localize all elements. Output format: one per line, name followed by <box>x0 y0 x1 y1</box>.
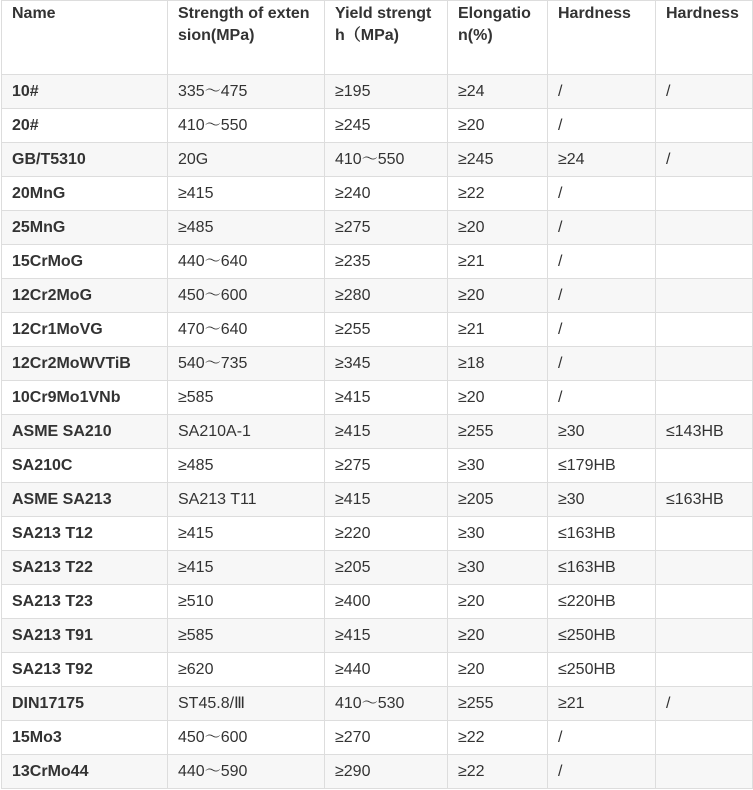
cell-tensile-strength: ≥415 <box>168 177 325 211</box>
cell-tensile-strength: 410～550 <box>168 109 325 143</box>
cell-tensile-strength: ≥415 <box>168 517 325 551</box>
cell-name: SA213 T22 <box>2 551 168 585</box>
cell-hardness: ≤179HB <box>548 449 656 483</box>
cell-elongation: ≥205 <box>448 483 548 517</box>
table-row <box>2 653 753 687</box>
cell-hardness-2 <box>656 551 753 585</box>
cell-hardness-2: ≤143HB <box>656 415 753 449</box>
table-row <box>2 687 753 721</box>
cell-hardness-2 <box>656 755 753 789</box>
cell-tensile-strength: SA213 T11 <box>168 483 325 517</box>
cell-tensile-strength: SA210A-1 <box>168 415 325 449</box>
cell-tensile-strength: 440～590 <box>168 755 325 789</box>
cell-elongation: ≥21 <box>448 313 548 347</box>
cell-hardness-2 <box>656 279 753 313</box>
cell-yield-strength: ≥345 <box>325 347 448 381</box>
cell-tensile-strength: ≥415 <box>168 551 325 585</box>
table-row <box>2 75 753 109</box>
cell-name: SA213 T91 <box>2 619 168 653</box>
cell-hardness-2: ≤163HB <box>656 483 753 517</box>
cell-hardness-2 <box>656 517 753 551</box>
cell-hardness: / <box>548 211 656 245</box>
table-row <box>2 415 753 449</box>
cell-yield-strength: ≥270 <box>325 721 448 755</box>
cell-tensile-strength: 20G <box>168 143 325 177</box>
cell-hardness: ≤250HB <box>548 619 656 653</box>
table-row <box>2 109 753 143</box>
cell-yield-strength: ≥205 <box>325 551 448 585</box>
cell-hardness: / <box>548 279 656 313</box>
cell-hardness: / <box>548 75 656 109</box>
cell-name: 15Mo3 <box>2 721 168 755</box>
cell-name: 25MnG <box>2 211 168 245</box>
cell-yield-strength: ≥280 <box>325 279 448 313</box>
cell-hardness: ≤250HB <box>548 653 656 687</box>
cell-hardness: ≤163HB <box>548 517 656 551</box>
table-row <box>2 177 753 211</box>
cell-name: 12Cr1MoVG <box>2 313 168 347</box>
cell-tensile-strength: ≥620 <box>168 653 325 687</box>
cell-elongation: ≥255 <box>448 415 548 449</box>
cell-yield-strength: ≥195 <box>325 75 448 109</box>
cell-name: 20# <box>2 109 168 143</box>
cell-yield-strength: ≥290 <box>325 755 448 789</box>
table-row <box>2 143 753 177</box>
col-header-tensile-strength: Strength of extension(MPa) <box>168 1 325 75</box>
cell-elongation: ≥245 <box>448 143 548 177</box>
cell-yield-strength: ≥440 <box>325 653 448 687</box>
cell-hardness: / <box>548 381 656 415</box>
cell-elongation: ≥22 <box>448 721 548 755</box>
cell-name: 15CrMoG <box>2 245 168 279</box>
cell-hardness-2 <box>656 619 753 653</box>
cell-hardness: / <box>548 313 656 347</box>
cell-hardness-2: / <box>656 687 753 721</box>
cell-tensile-strength: ≥485 <box>168 211 325 245</box>
cell-hardness-2 <box>656 381 753 415</box>
cell-hardness-2: / <box>656 143 753 177</box>
cell-yield-strength: ≥415 <box>325 619 448 653</box>
cell-elongation: ≥20 <box>448 619 548 653</box>
cell-elongation: ≥21 <box>448 245 548 279</box>
table-row <box>2 585 753 619</box>
cell-tensile-strength: 450～600 <box>168 721 325 755</box>
cell-tensile-strength: 540～735 <box>168 347 325 381</box>
cell-yield-strength: ≥235 <box>325 245 448 279</box>
table-row <box>2 245 753 279</box>
cell-elongation: ≥20 <box>448 653 548 687</box>
col-header-elongation: Elongation(%) <box>448 1 548 75</box>
cell-elongation: ≥22 <box>448 177 548 211</box>
cell-elongation: ≥18 <box>448 347 548 381</box>
cell-tensile-strength: 440～640 <box>168 245 325 279</box>
table-row <box>2 449 753 483</box>
table-row <box>2 551 753 585</box>
header-row <box>2 1 753 75</box>
cell-yield-strength: ≥275 <box>325 211 448 245</box>
cell-hardness-2 <box>656 109 753 143</box>
cell-tensile-strength: ≥585 <box>168 619 325 653</box>
table-row <box>2 381 753 415</box>
table-row <box>2 517 753 551</box>
table-row <box>2 483 753 517</box>
cell-elongation: ≥30 <box>448 517 548 551</box>
table-row <box>2 721 753 755</box>
table-row <box>2 347 753 381</box>
cell-elongation: ≥20 <box>448 211 548 245</box>
cell-elongation: ≥20 <box>448 109 548 143</box>
cell-tensile-strength: ≥585 <box>168 381 325 415</box>
cell-hardness: / <box>548 177 656 211</box>
cell-hardness: ≤220HB <box>548 585 656 619</box>
cell-elongation: ≥20 <box>448 585 548 619</box>
cell-hardness-2 <box>656 313 753 347</box>
cell-name: 13CrMo44 <box>2 755 168 789</box>
cell-yield-strength: ≥220 <box>325 517 448 551</box>
cell-tensile-strength: 450～600 <box>168 279 325 313</box>
cell-tensile-strength: ST45.8/Ⅲ <box>168 687 325 721</box>
cell-hardness-2: / <box>656 75 753 109</box>
cell-yield-strength: ≥240 <box>325 177 448 211</box>
cell-name: 12Cr2MoG <box>2 279 168 313</box>
table-row <box>2 755 753 789</box>
cell-name: DIN17175 <box>2 687 168 721</box>
table-row <box>2 279 753 313</box>
col-header-name: Name <box>2 1 168 75</box>
cell-hardness-2 <box>656 347 753 381</box>
cell-elongation: ≥30 <box>448 449 548 483</box>
cell-hardness-2 <box>656 177 753 211</box>
cell-tensile-strength: 470～640 <box>168 313 325 347</box>
cell-hardness-2 <box>656 653 753 687</box>
cell-hardness: / <box>548 109 656 143</box>
cell-elongation: ≥22 <box>448 755 548 789</box>
table-row <box>2 211 753 245</box>
cell-hardness: ≥30 <box>548 415 656 449</box>
table-row <box>2 619 753 653</box>
cell-tensile-strength: ≥510 <box>168 585 325 619</box>
cell-hardness: ≥24 <box>548 143 656 177</box>
cell-hardness-2 <box>656 721 753 755</box>
cell-yield-strength: ≥275 <box>325 449 448 483</box>
cell-yield-strength: ≥245 <box>325 109 448 143</box>
cell-yield-strength: ≥415 <box>325 483 448 517</box>
cell-elongation: ≥255 <box>448 687 548 721</box>
cell-yield-strength: ≥255 <box>325 313 448 347</box>
cell-hardness-2 <box>656 211 753 245</box>
cell-name: ASME SA213 <box>2 483 168 517</box>
cell-name: SA213 T12 <box>2 517 168 551</box>
cell-hardness: ≥30 <box>548 483 656 517</box>
cell-hardness-2 <box>656 585 753 619</box>
table-body <box>2 75 753 789</box>
cell-elongation: ≥20 <box>448 279 548 313</box>
cell-tensile-strength: 335～475 <box>168 75 325 109</box>
cell-name: SA213 T23 <box>2 585 168 619</box>
cell-hardness-2 <box>656 245 753 279</box>
cell-elongation: ≥24 <box>448 75 548 109</box>
cell-yield-strength: ≥415 <box>325 381 448 415</box>
col-header-hardness-2: Hardness <box>656 1 753 75</box>
cell-name: 12Cr2MoWVTiB <box>2 347 168 381</box>
cell-hardness: / <box>548 755 656 789</box>
cell-yield-strength: ≥415 <box>325 415 448 449</box>
cell-elongation: ≥30 <box>448 551 548 585</box>
cell-hardness: ≥21 <box>548 687 656 721</box>
cell-tensile-strength: ≥485 <box>168 449 325 483</box>
cell-hardness: / <box>548 347 656 381</box>
cell-name: GB/T5310 <box>2 143 168 177</box>
cell-elongation: ≥20 <box>448 381 548 415</box>
cell-name: 20MnG <box>2 177 168 211</box>
table-row <box>2 313 753 347</box>
cell-name: SA213 T92 <box>2 653 168 687</box>
cell-hardness: / <box>548 721 656 755</box>
cell-hardness-2 <box>656 449 753 483</box>
cell-yield-strength: 410～530 <box>325 687 448 721</box>
properties-table <box>1 0 753 789</box>
cell-yield-strength: ≥400 <box>325 585 448 619</box>
col-header-yield-strength: Yield strength（MPa) <box>325 1 448 75</box>
cell-hardness: / <box>548 245 656 279</box>
cell-name: ASME SA210 <box>2 415 168 449</box>
cell-name: 10Cr9Mo1VNb <box>2 381 168 415</box>
cell-hardness: ≤163HB <box>548 551 656 585</box>
cell-yield-strength: 410～550 <box>325 143 448 177</box>
cell-name: SA210C <box>2 449 168 483</box>
col-header-hardness: Hardness <box>548 1 656 75</box>
cell-name: 10# <box>2 75 168 109</box>
